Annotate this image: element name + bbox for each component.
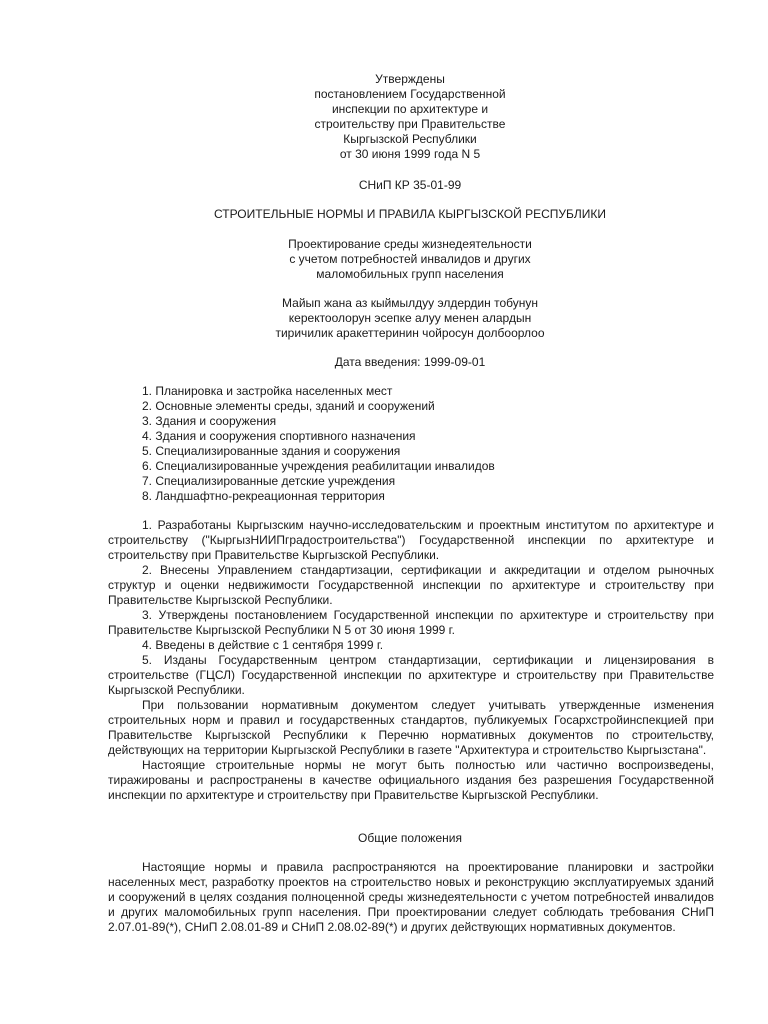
preamble-paragraph: При пользовании нормативным документом следует учитывать утвержденные изменения строительных норм и правил и государственных стандартов, публикуемых Госархстройинспекцией при Правительстве Кыргызской Республики к Перечню нормативных документов по строительству, действующих на территории Кыргызской Республики в газете "Архитектура и строительство Кыргызстана". xyxy=(108,698,714,757)
toc-item: 5. Специализированные здания и сооружения xyxy=(142,444,401,458)
general-provisions xyxy=(108,860,714,935)
preamble-paragraph: 1. Разработаны Кыргызским научно-исследовательским и проектным институтом по архитектуре и строительству ("КыргызНИИПградостроительства") Государственной инспекции по архитектуре и строительству при Правительстве Кыргызской Республики. xyxy=(108,518,714,562)
preamble-paragraph: 3. Утверждены постановлением Государственной инспекции по архитектуре и строительству при Правительстве Кыргызской Республики N 5 от 30 июня 1999 г. xyxy=(108,608,714,637)
approval-line: от 30 июня 1999 года N 5 xyxy=(339,147,481,161)
preamble xyxy=(108,518,714,803)
toc-item: 4. Здания и сооружения спортивного назначения xyxy=(142,429,416,443)
approval-line: строительству при Правительстве xyxy=(314,117,506,131)
table-of-contents xyxy=(142,384,495,504)
effective-date: Дата введения: 1999-09-01 xyxy=(334,355,486,369)
preamble-paragraph: Настоящие строительные нормы не могут быть полностью или частично воспроизведены, тиражированы и распространены в качестве официального издания без разрешения Государственной инспекции по архитектуре и строительству при Правительстве Кыргызской Республики. xyxy=(108,758,714,802)
approval-line: постановлением Государственной xyxy=(314,87,506,101)
approval-line: Утверждены xyxy=(375,72,445,86)
toc-item: 7. Специализированные детские учреждения xyxy=(142,474,396,488)
toc-item: 8. Ландшафтно-рекреационная территория xyxy=(142,489,385,503)
document-title: СТРОИТЕЛЬНЫЕ НОРМЫ И ПРАВИЛА КЫРГЫЗСКОЙ РЕСПУБЛИКИ xyxy=(213,207,607,221)
preamble-paragraph: 2. Внесены Управлением стандартизации, сертификации и аккредитации и отделом рыночных структур и оценки недвижимости Государственной инспекции по архитектуре и строительству при Правительстве Кыргызской Республики. xyxy=(108,563,714,607)
subtitle-line: маломобильных групп населения xyxy=(316,267,504,281)
section-heading: Общие положения xyxy=(358,831,462,845)
preamble-paragraph: 5. Изданы Государственным центром стандартизации, сертификации и лицензирования в строительстве (ГЦСЛ) Государственной инспекции по архитектуре и строительству при Правительстве Кыргызской Республики. xyxy=(108,653,714,697)
toc-item: 2. Основные элементы среды, зданий и сооружений xyxy=(142,399,435,413)
subtitle-line: керектоолорун эсепке алуу менен алардын xyxy=(288,311,532,325)
subtitle-line: тиричилик аракеттеринин чойросун долбоорлоо xyxy=(275,326,545,340)
subtitle-kyrgyz xyxy=(200,296,620,341)
approval-line: инспекции по архитектуре и xyxy=(331,102,489,116)
approval-block xyxy=(200,72,620,162)
subtitle-line: Проектирование среды жизнедеятельности xyxy=(288,237,532,251)
subtitle-line: с учетом потребностей инвалидов и других xyxy=(289,252,531,266)
toc-item: 3. Здания и сооружения xyxy=(142,414,277,428)
toc-item: 1. Планировка и застройка населенных мест xyxy=(142,384,393,398)
document-code: СНиП КР 35-01-99 xyxy=(358,178,462,192)
toc-item: 6. Специализированные учреждения реабилитации инвалидов xyxy=(142,459,495,473)
approval-line: Кыргызской Республики xyxy=(343,132,477,146)
preamble-paragraph: 4. Введены в действие с 1 сентября 1999 г. xyxy=(142,638,384,652)
general-provisions-paragraph: Настоящие нормы и правила распространяются на проектирование планировки и застройки населенных мест, разработку проектов на строительство новых и реконструкцию эксплуатируемых зданий и сооружений в целях создания полноценной среды жизнедеятельности с учетом потребностей инвалидов и других маломобильных групп населения. При проектировании следует соблюдать требования СНиП 2.07.01-89(*), СНиП 2.08.01-89 и СНиП 2.08.02-89(*) и других действующих нормативных документов. xyxy=(108,860,714,934)
subtitle-russian xyxy=(200,237,620,282)
subtitle-line: Майып жана аз кыймылдуу элдердин тобунун xyxy=(282,296,538,310)
